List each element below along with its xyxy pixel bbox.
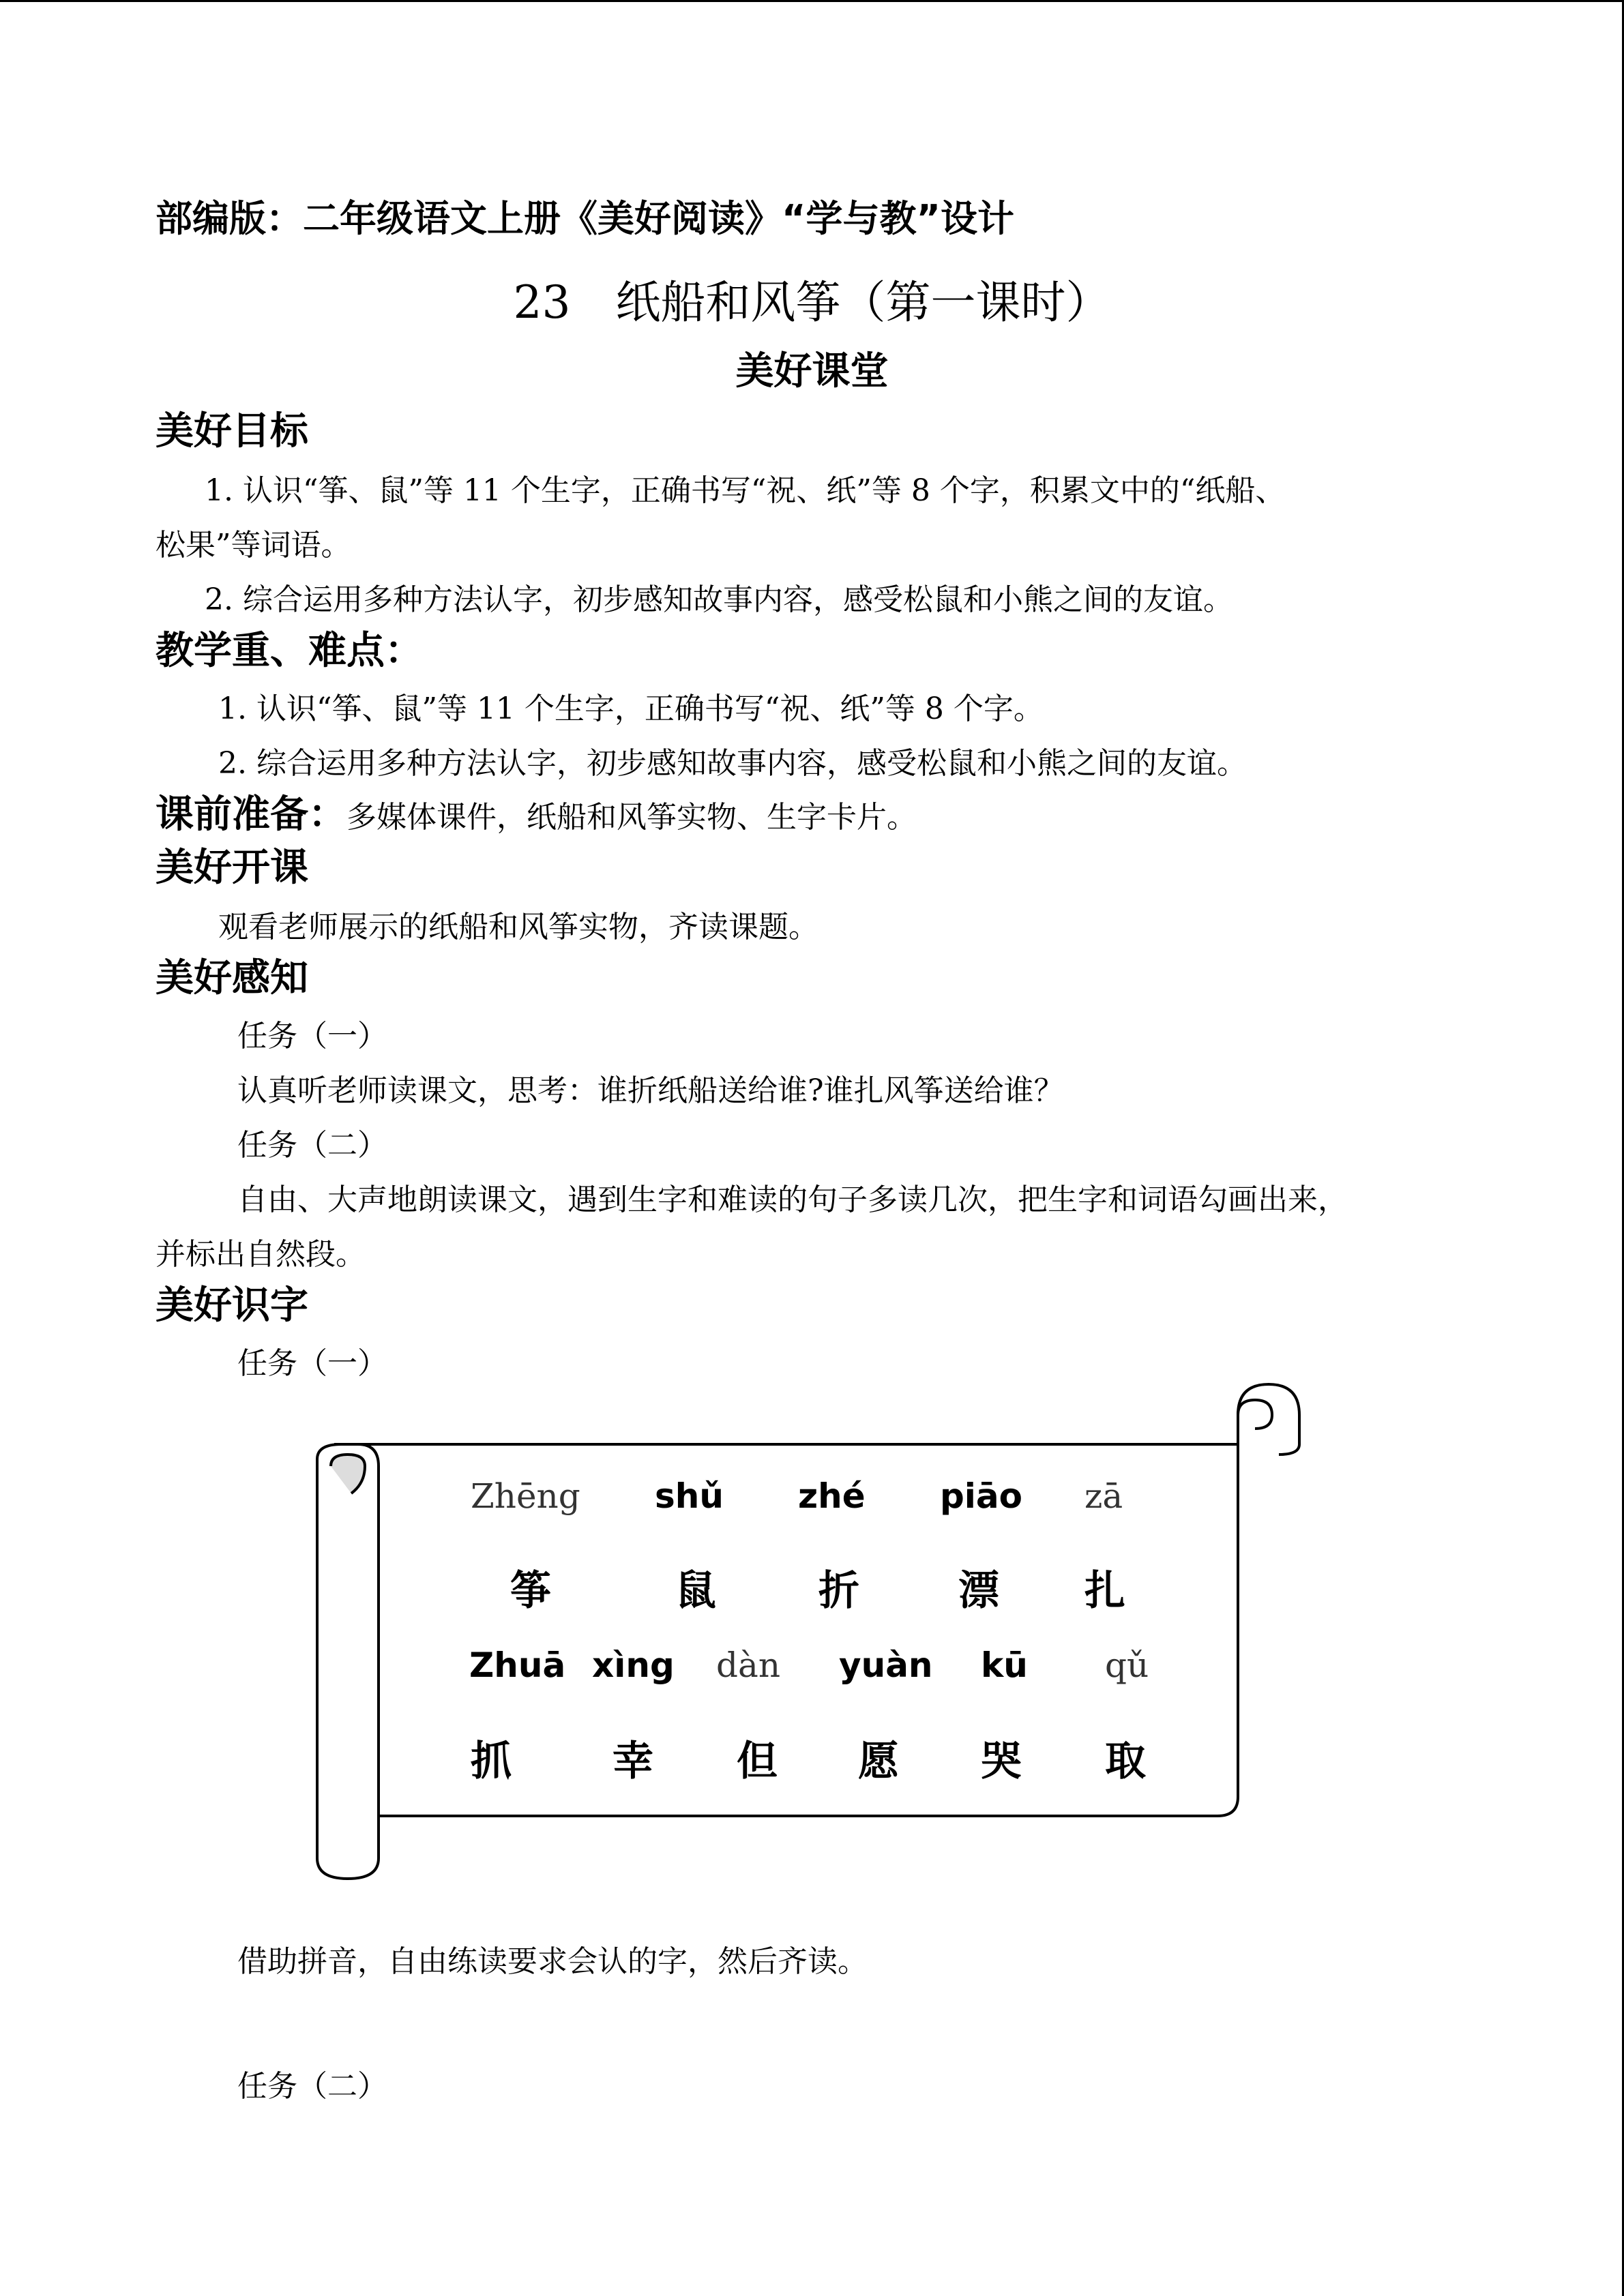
perception-task-2-label: 任务（二） [237,1128,387,1163]
literacy-task-2-label: 任务（二） [237,2069,387,2104]
opening-heading: 美好开课 [156,846,308,890]
char-zheng: 筝 [510,1567,551,1615]
pinyin-shu: shǔ [655,1476,724,1516]
char-qu: 取 [1105,1738,1146,1785]
perception-task-1-text: 认真听老师读课文，思考：谁折纸船送给谁?谁扎风筝送给谁？ [237,1073,1064,1108]
lesson-title: 23 纸船和风筝（第一课时） [513,276,1111,329]
char-xing: 幸 [612,1738,653,1785]
pinyin-qu: qǔ [1105,1645,1149,1685]
char-za: 扎 [1084,1567,1125,1615]
prep-heading: 课前准备： [156,792,346,837]
document-header: 部编版：二年级语文上册《美好阅读》“学与教”设计 [156,197,1014,240]
prep-text: 多媒体课件，纸船和风筝实物、生字卡片。 [346,800,917,835]
section-title: 美好课堂 [735,349,889,393]
char-dan: 但 [737,1738,778,1785]
pinyin-ku: kū [981,1645,1028,1685]
char-zhua: 抓 [471,1738,512,1785]
literacy-task-1-label: 任务（一） [237,1346,387,1381]
pinyin-dan: dàn [716,1645,781,1685]
goals-item-1-line-2: 松果”等词语。 [156,528,351,563]
char-ku: 哭 [981,1738,1022,1785]
key-points-item-2: 2. 综合运用多种方法认字，初步感知故事内容，感受松鼠和小熊之间的友谊。 [218,746,1247,781]
key-points-heading: 教学重、难点： [156,629,423,673]
perception-task-1-label: 任务（一） [237,1019,387,1054]
char-shu: 鼠 [675,1567,716,1615]
scroll-frame [310,1381,1306,1885]
literacy-after-text: 借助拼音，自由练读要求会认的字，然后齐读。 [237,1944,868,1979]
pinyin-xing: xìng [592,1645,675,1685]
goals-item-2: 2. 综合运用多种方法认字，初步感知故事内容，感受松鼠和小熊之间的友谊。 [205,582,1233,617]
key-points-item-1: 1. 认识“筝、鼠”等 11 个生字，正确书写“祝、纸”等 8 个字。 [218,691,1044,726]
pinyin-zheng: Zhēng [471,1476,580,1516]
opening-text: 观看老师展示的纸船和风筝实物，齐读课题。 [218,910,818,944]
page-top-border [0,0,1624,2]
perception-task-2-line-1: 自由、大声地朗读课文，遇到生字和难读的句子多读几次，把生字和词语勾画出来， [237,1182,1348,1217]
goals-heading: 美好目标 [156,409,308,453]
goals-item-1-line-1: 1. 认识“筝、鼠”等 11 个生字，正确书写“祝、纸”等 8 个字，积累文中的“纸船、 [205,473,1286,508]
perception-task-2-line-2: 并标出自然段。 [156,1237,366,1272]
char-zhe: 折 [818,1567,859,1615]
pinyin-zhua: Zhuā [469,1645,566,1685]
perception-heading: 美好感知 [156,956,308,1000]
literacy-heading: 美好识字 [156,1283,308,1328]
prep-line [156,784,917,839]
pinyin-za: zā [1084,1476,1123,1516]
char-piao: 漂 [958,1567,999,1615]
pinyin-yuan: yuàn [839,1645,933,1685]
pinyin-piao: piāo [940,1476,1023,1516]
char-yuan: 愿 [858,1738,899,1785]
pinyin-zhe: zhé [798,1476,866,1516]
